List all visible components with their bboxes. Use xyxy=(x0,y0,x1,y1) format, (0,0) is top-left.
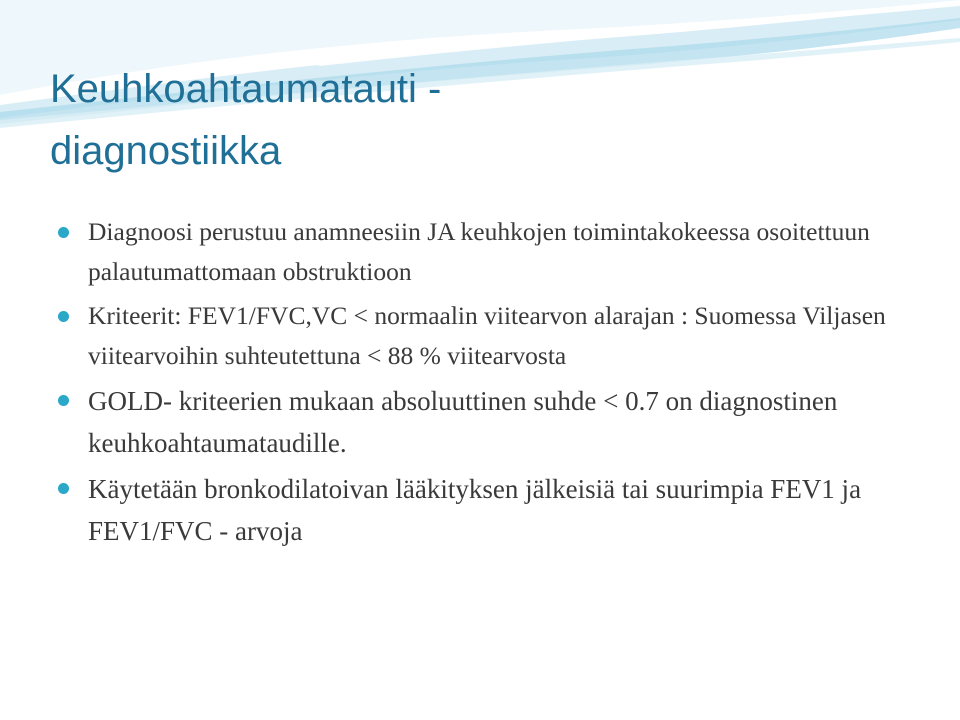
bullet-text: Diagnoosi perustuu anamneesiin JA keuhkojen toimintakokeessa osoitettuun palautumattomaan obstruktioon xyxy=(88,217,870,286)
bullet-item xyxy=(58,296,898,376)
bullet-item xyxy=(58,380,898,464)
bullet-text: Käytetään bronkodilatoivan lääkityksen jälkeisiä tai suurimpia FEV1 ja FEV1/FVC - arvoja xyxy=(88,474,862,546)
bullet-dot-icon xyxy=(58,227,69,238)
bullet-dot-icon xyxy=(58,483,69,494)
bullet-list xyxy=(58,212,898,556)
bullet-item xyxy=(58,468,898,552)
bullet-dot-icon xyxy=(58,311,69,322)
bullet-text: GOLD- kriteerien mukaan absoluuttinen suhde < 0.7 on diagnostinen keuhkoahtaumataudille. xyxy=(88,386,838,458)
bullet-dot-icon xyxy=(58,395,69,406)
slide-title: Keuhkoahtaumatauti - diagnostiikka xyxy=(50,67,442,173)
bullet-text: Kriteerit: FEV1/FVC,VC < normaalin viitearvon alarajan : Suomessa Viljasen viitearvoihin suhteutettuna < 88 % viitearvosta xyxy=(88,301,886,370)
bullet-item xyxy=(58,212,898,292)
